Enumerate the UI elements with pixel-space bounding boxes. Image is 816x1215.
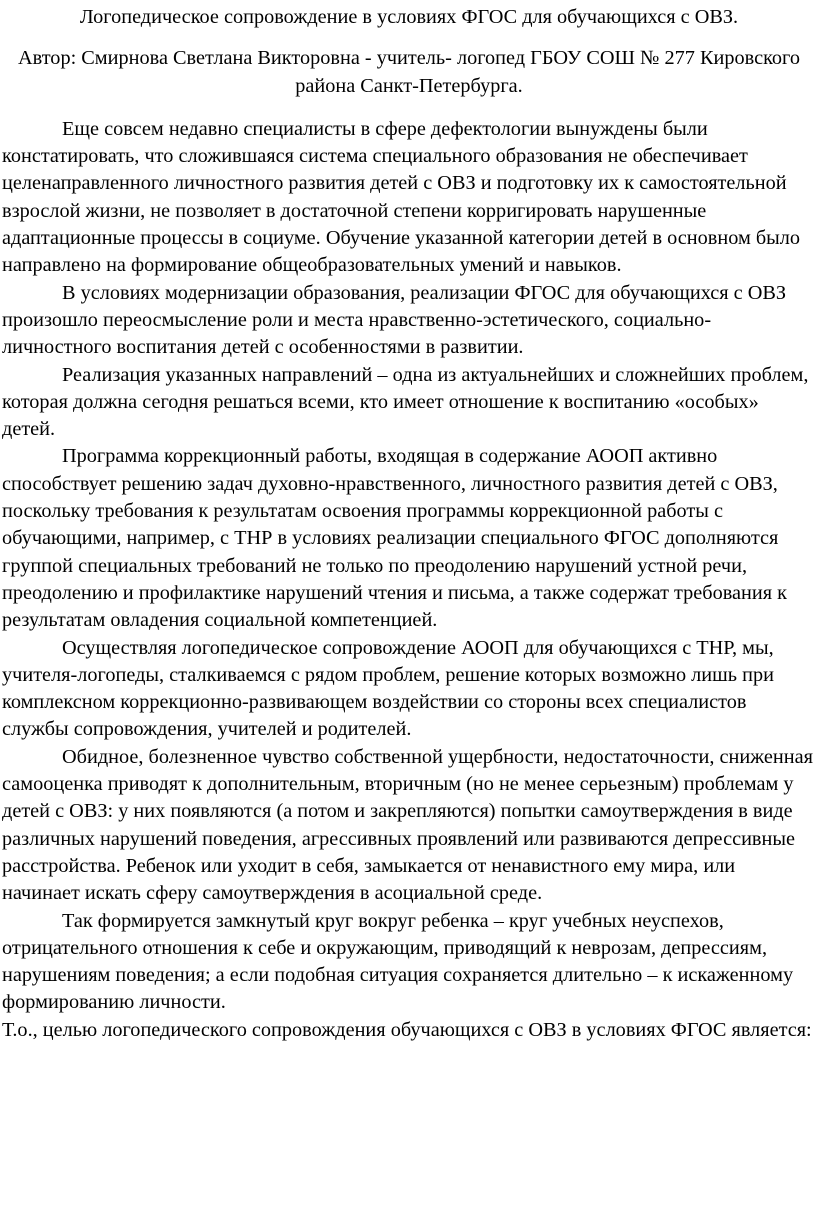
paragraph: Так формируется замкнутый круг вокруг ребенка – круг учебных неуспехов, отрицательного отношения к себе и окружающим, приводящий к неврозам, депрессиям, нарушениям поведения; а если подобная ситуация сохраняется длительно – к искаженному формированию личности. — [2, 909, 794, 1014]
paragraph: Обидное, болезненное чувство собственной ущербности, недостаточности, сниженная самооценка приводят к дополнительным, вторичным (но не менее серьезным) проблемам у детей с ОВЗ: у них появляются (а потом и закрепляются) попытки самоутверждения в виде различных нарушений поведения, агрессивных проявлений или развиваются депрессивные расстройства. Ребенок или уходит в себя, замыкается от ненавистного ему мира, или начинает искать сферу самоутверждения в асоциальной среде. — [2, 745, 813, 905]
paragraph: Осуществляя логопедическое сопровождение АООП для обучающихся с ТНР, мы, учителя-логопеды, сталкиваемся с рядом проблем, решение которых возможно лишь при комплексном коррекционно-развивающем воздействии со стороны всех специалистов службы сопровождения, учителей и родителей. — [2, 636, 774, 741]
author-line: Автор: Смирнова Светлана Викторовна - учитель- логопед ГБОУ СОШ № 277 Кировского района Санкт-Петербурга. — [17, 47, 800, 97]
document-body — [2, 116, 816, 1044]
paragraph: Еще совсем недавно специалисты в сфере дефектологии вынуждены были констатировать, что сложившаяся система специального образования не обеспечивает целенаправленного личностного развития детей с ОВЗ и подготовку их к самостоятельной взрослой жизни, не позволяет в достаточной степени корригировать нарушенные адаптационные процессы в социуме. Обучение указанной категории детей в основном было направлено на формирование общеобразовательных умений и навыков. — [2, 117, 801, 277]
paragraph: В условиях модернизации образования, реализации ФГОС для обучающихся с ОВЗ произошло переосмысление роли и места нравственно-эстетического, социально-личностного воспитания детей с особенностями в развитии. — [2, 281, 787, 359]
paragraph: Программа коррекционный работы, входящая в содержание АООП активно способствует решению задач духовно-нравственного, личностного развития детей с ОВЗ, поскольку требования к результатам освоения программы коррекционной работы с обучающими, например, с ТНР в условиях реализации специального ФГОС дополняются группой специальных требований не только по преодолению нарушений устной речи, преодолению и профилактике нарушений чтения и письма, а также содержат требования к результатам овладения социальной компетенцией. — [2, 445, 787, 632]
document-title: Логопедическое сопровождение в условиях ФГОС для обучающихся с ОВЗ. — [79, 6, 739, 28]
paragraph: Реализация указанных направлений – одна из актуальнейших и сложнейших проблем, которая должна сегодня решаться всеми, кто имеет отношение к воспитанию «особых» детей. — [2, 363, 809, 441]
final-paragraph: Т.о., целью логопедического сопровождения обучающихся с ОВЗ в условиях ФГОС является: — [2, 1018, 812, 1041]
